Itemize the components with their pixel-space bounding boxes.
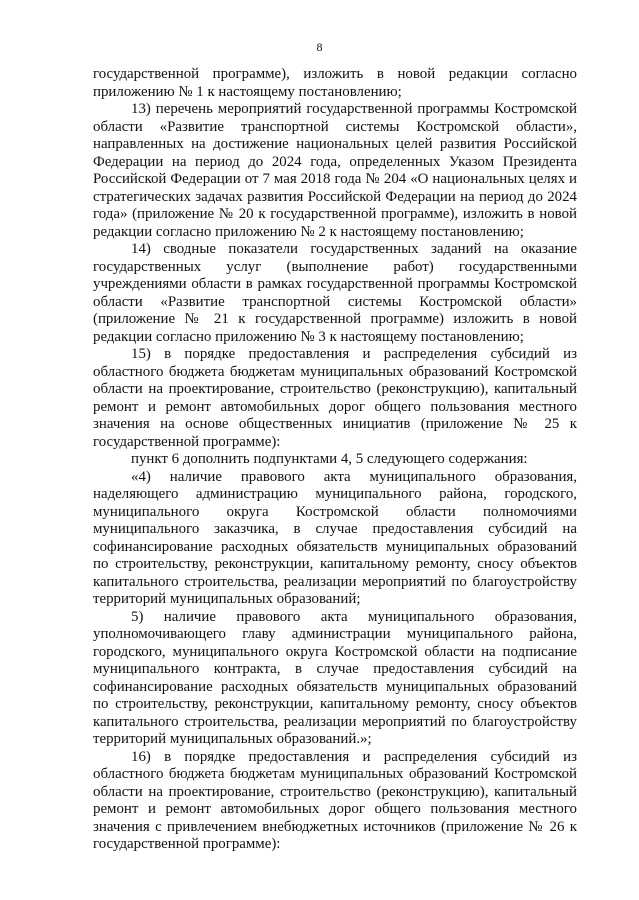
paragraph-item-13: 13) перечень мероприятий государственной программы Костромской области «Развитие транспортной системы Костромской области», направленных на достижение национальных целей развития Российской Федерации на период до 2024 года, определенных Указом Президента Российской Федерации от 7 мая 2018 года № 204 «О национальных целях и стратегических задачах развития Российской Федерации на период до 2024 года» (приложение № 20 к государственной программе), изложить в новой редакции согласно приложению № 2 к настоящему постановлению; (93, 101, 577, 240)
page-number: 8 (316, 40, 323, 54)
paragraph-subitem-5: 5) наличие правового акта муниципального образования, уполномочивающего главу администрации муниципального района, городского, муниципального округа Костромской области на подписание муниципального контракта, в случае предоставления субсидий на софинансирование расходных обязательств муниципальных образований по строительству, реконструкции, капитальному ремонту, сносу объектов капитального строительства, реализации мероприятий по благоустройству территорий муниципальных образований.»; (93, 608, 577, 747)
document-body (93, 66, 577, 854)
paragraph-item-14: 14) сводные показатели государственных заданий на оказание государственных услуг (выполнение работ) государственными учреждениями области в рамках государственной программы Костромской области «Развитие транспортной системы Костромской области» (приложение № 21 к государственной программе) изложить в новой редакции согласно приложению № 3 к настоящему постановлению; (93, 241, 577, 345)
paragraph-clause-6-addition: пункт 6 дополнить подпунктами 4, 5 следующего содержания: (131, 451, 528, 467)
paragraph-continuation: государственной программе), изложить в новой редакции согласно приложению № 1 к настоящему постановлению; (93, 66, 577, 100)
paragraph-subitem-4: «4) наличие правового акта муниципального образования, наделяющего администрацию муниципального района, городского, муниципального округа Костромской области полномочиями муниципального заказчика, в случае предоставления субсидий на софинансирование расходных обязательств муниципальных образований по строительству, реконструкции, капитальному ремонту, сносу объектов капитального строительства, реализации мероприятий по благоустройству территорий муниципальных образований; (93, 468, 577, 607)
paragraph-item-15: 15) в порядке предоставления и распределения субсидий из областного бюджета бюджетам муниципальных образований Костромской области на проектирование, строительство (реконструкцию), капитальный ремонт и ремонт автомобильных дорог общего пользования местного значения на основе общественных инициатив (приложение № 25 к государственной программе): (93, 346, 577, 450)
paragraph-item-16: 16) в порядке предоставления и распределения субсидий из областного бюджета бюджетам муниципальных образований Костромской области на проектирование, строительство (реконструкцию), капитальный ремонт и ремонт автомобильных дорог общего пользования местного значения с привлечением внебюджетных источников (приложение № 26 к государственной программе): (93, 748, 577, 852)
